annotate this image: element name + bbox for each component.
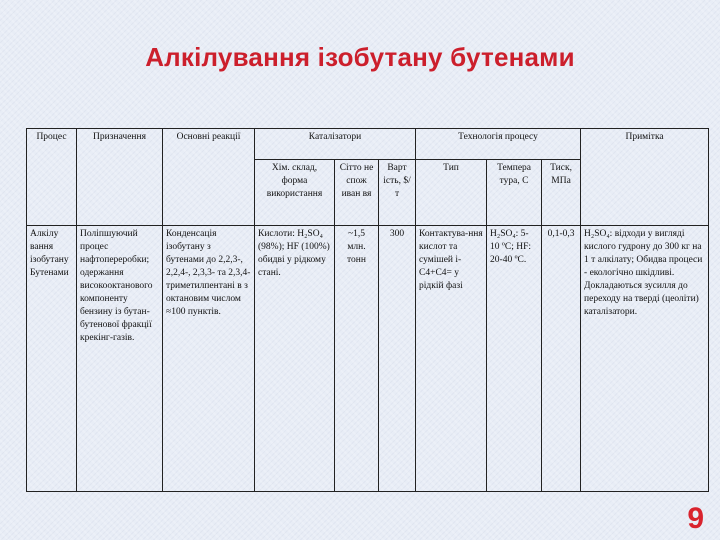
header-purpose: Призначення xyxy=(77,129,163,226)
header-catalysts-group: Каталізатори xyxy=(255,129,416,160)
header-technology-group: Технологія процесу xyxy=(416,129,581,160)
cell-temperature: H₂SO₄: 5-10 ºС; HF: 20-40 ºС. xyxy=(487,226,542,492)
alkylation-table xyxy=(26,128,709,492)
header-type: Тип xyxy=(416,160,487,226)
header-temperature: Темпера тура, С xyxy=(487,160,542,226)
cell-note: H₂SO₄: відходи у вигляді кислого гудрону до 300 кг на 1 т алкілату; Обидва процеси - екологічно шкідливі. Докладаються зусилля до переходу на тверді (цеоліти) каталізатори. xyxy=(581,226,709,492)
header-consumption: Сітто не спож иван вя xyxy=(335,160,379,226)
header-main-reactions: Основні реакції xyxy=(163,129,255,226)
group-header-row xyxy=(27,129,709,160)
cell-pressure: 0,1-0,3 xyxy=(542,226,581,492)
cell-cost: 300 xyxy=(379,226,416,492)
cell-purpose: Поліпшуючий процес нафтопереробки; одержання високооктанового компоненту бензину із бутан-бутенової фракції крекінг-газів. xyxy=(77,226,163,492)
page-title: Алкілування ізобутану бутенами xyxy=(145,42,575,72)
page-number: 9 xyxy=(687,502,704,535)
header-cost: Варт ість, $/т xyxy=(379,160,416,226)
cell-chem-composition: Кислоти: H₂SO₄ (98%); HF (100%) обидві у рідкому стані. xyxy=(255,226,335,492)
cell-consumption: ~1,5 млн. тонн xyxy=(335,226,379,492)
cell-type: Контактува-ння кислот та сумішей і-С4+С4= у рідкій фазі xyxy=(416,226,487,492)
table-row xyxy=(27,226,709,492)
header-process: Процес xyxy=(27,129,77,226)
cell-main-reactions: Конденсація ізобутану з бутенами до 2,2,3-, 2,2,4-, 2,3,3- та 2,3,4-триметилпентані в з октановим числом ≈100 пунктів. xyxy=(163,226,255,492)
header-pressure: Тиск, МПа xyxy=(542,160,581,226)
header-chem-composition: Хім. склад, форма використання xyxy=(255,160,335,226)
header-note: Примітка xyxy=(581,129,709,226)
cell-process: Алкілу вання ізобутану Бутенами xyxy=(27,226,77,492)
